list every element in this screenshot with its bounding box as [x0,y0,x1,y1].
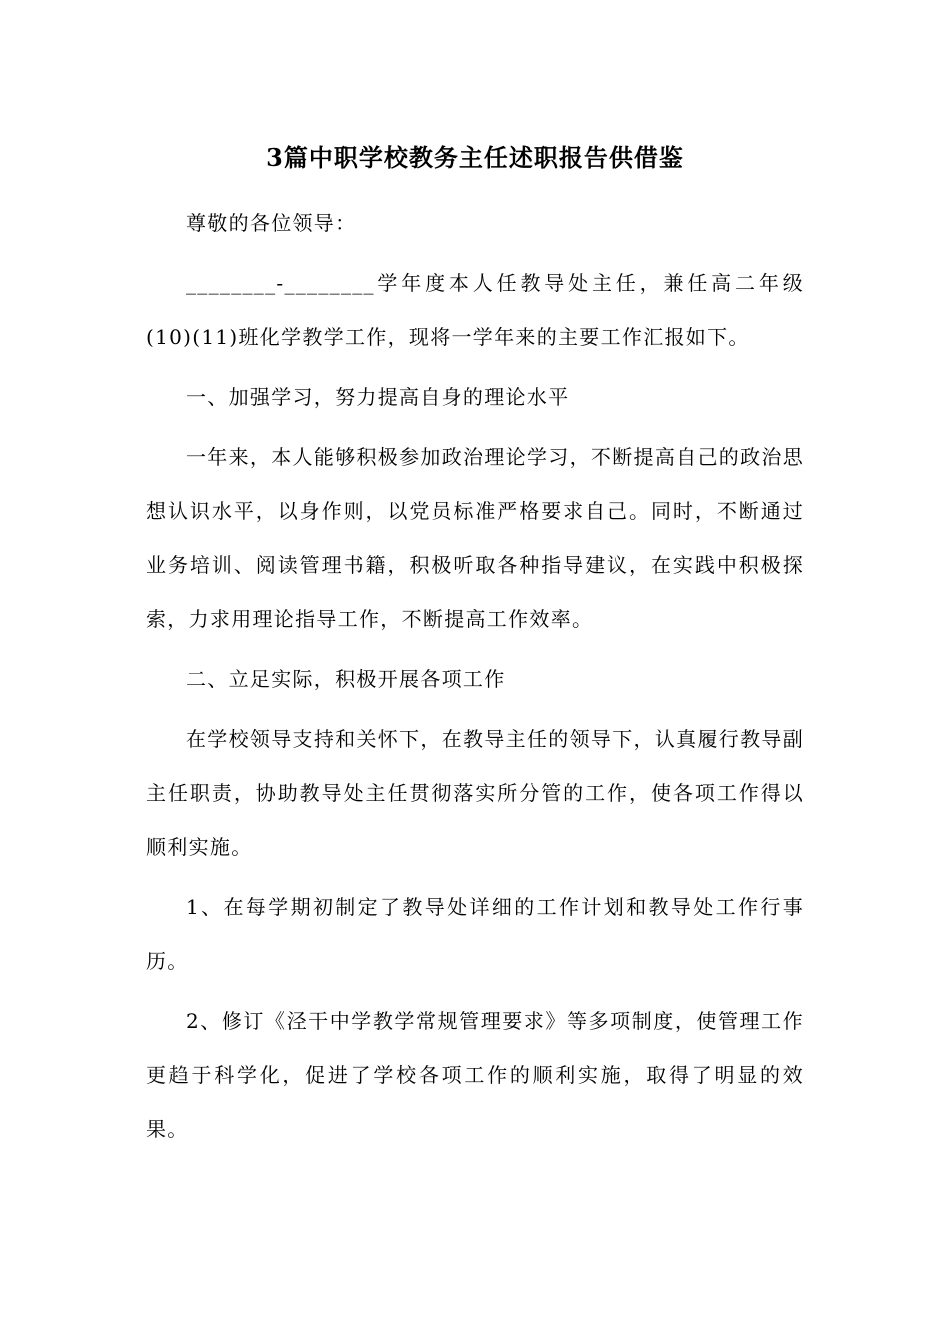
body-paragraph-1: 一年来，本人能够积极参加政治理论学习，不断提高自己的政治思想认识水平，以身作则，以党员标准严格要求自己。同时，不断通过业务培训、阅读管理书籍，积极听取各种指导建议，在实践中积极探索，力求用理论指导工作，不断提高工作效率。 [146,445,804,631]
section-heading-1: 一、加强学习，努力提高自身的理论水平 [186,385,570,409]
list-item-2: 2、修订《泾干中学教学常规管理要求》等多项制度，使管理工作更趋于科学化，促进了学校各项工作的顺利实施，取得了明显的效果。 [146,1009,804,1141]
document-body [146,196,804,1162]
intro-paragraph: ________-________学年度本人任教导处主任，兼任高二年级(10)(11)班化学教学工作，现将一学年来的主要工作汇报如下。 [146,271,804,349]
list-item-1: 1、在每学期初制定了教导处详细的工作计划和教导处工作行事历。 [146,895,804,973]
section-heading-2: 二、立足实际，积极开展各项工作 [186,667,506,691]
salutation: 尊敬的各位领导： [186,211,357,235]
document-title: 3篇中职学校教务主任述职报告供借鉴 [266,143,684,172]
body-paragraph-2: 在学校领导支持和关怀下，在教导主任的领导下，认真履行教导副主任职责，协助教导处主任贯彻落实所分管的工作，使各项工作得以顺利实施。 [146,727,804,859]
